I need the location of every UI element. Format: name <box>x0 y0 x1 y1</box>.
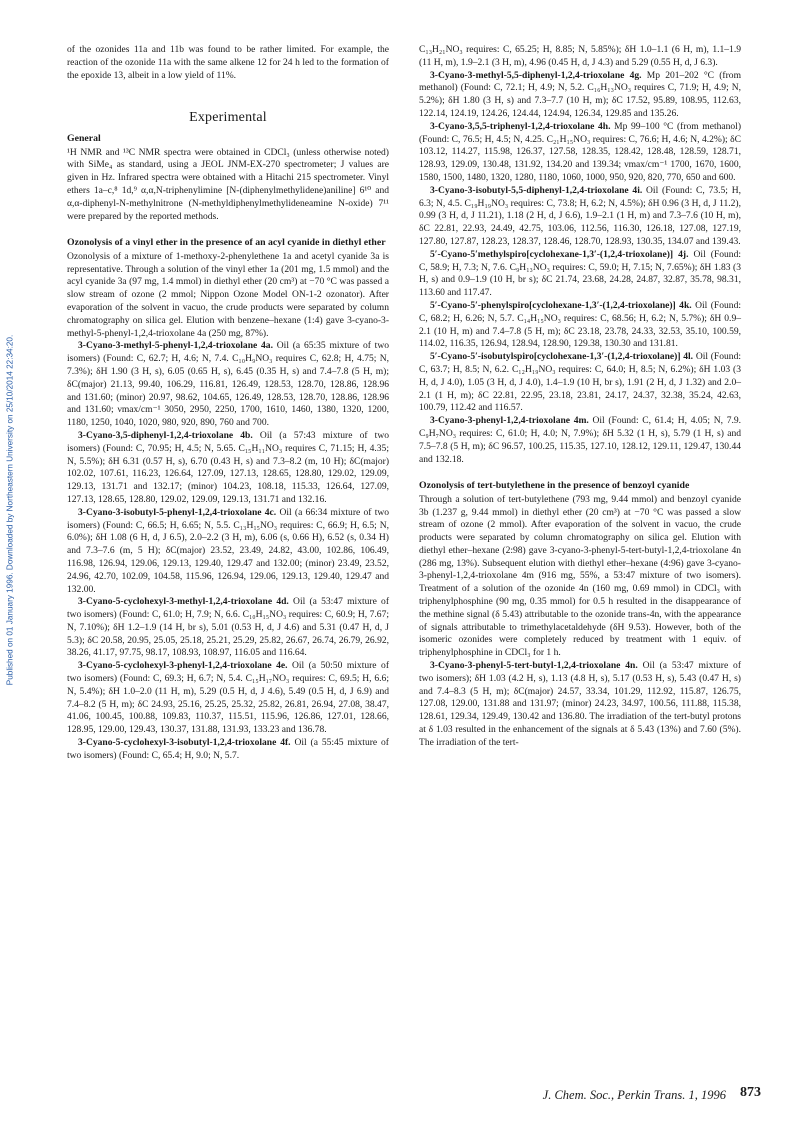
compound-name: 3-Cyano-3-phenyl-5-tert-butyl-1,2,4-trioxolane 4n. <box>430 660 638 672</box>
compound-name: 3-Cyano-5-cyclohexyl-3-phenyl-1,2,4-trioxolane 4e. <box>78 660 288 672</box>
compound-name: 3-Cyano-3-isobutyl-5-phenyl-1,2,4-trioxolane 4c. <box>78 506 277 518</box>
compound-data: Oil (Found: C, 68.2; H, 6.26; N, 5.7. C₁₄H₁₅NO₃ requires: C, 68.56; H, 6.2; N, 5.7%); δH 0.9–2.1 (10 H, m) and 7.4–7.8 (5 H, m); δC 23.18, 23.78, 24.33, 32.53, 35.10, 100.59, 114.02, 116.35, 126.94, 128.94, 128.90, 129.38, 130.30 and 131.81. <box>419 299 741 350</box>
compound-name: 5′-Cyano-5′-isobutylspiro[cyclohexane-1,3′-(1,2,4-trioxolane)] 4l. <box>430 351 694 363</box>
compound-name: 3-Cyano-5-cyclohexyl-3-isobutyl-1,2,4-trioxolane 4f. <box>78 737 291 749</box>
compound-entry-4j <box>419 249 741 300</box>
general-paragraph: ¹H NMR and ¹³C NMR spectra were obtained in CDCl₃ (unless otherwise noted) with SiMe₄ as standard, using a JEOL JNM-EX-270 spectrometer; J values are given in Hz. Infrared spectra were obtained with a Hitachi 215 spectrometer. Vinyl ethers 1a–c,⁸ 1d,⁹ α,α,N-triphenylimine [N-(diphenylmethylidene)aniline] 6¹⁰ and α,α-diphenyl-N-methylnitrone (N-methyldiphenylmethylideneamine N-oxide) 7¹¹ were prepared by the reported methods. <box>67 146 389 222</box>
compound-name: 3-Cyano-3,5-diphenyl-1,2,4-trioxolane 4b. <box>78 429 253 441</box>
compound-entry-4c <box>67 507 389 597</box>
compound-data: Oil (Found: C, 63.7; H, 8.5; N, 6.2. C₁₂H₁₉NO₃ requires: C, 64.0; H, 8.5; N, 6.2%); δH 1.03 (3 H, d, J 4.0), 1.05 (3 H, d, J 4.0), 1.4–1.9 (10 H, br s), 1.91 (2 H, d, J 1.32) and 2.0–2.1 (1 H, m); δC 22.81, 22.95, 23.18, 23.81, 24.17, 24.37, 32.38, 35.24, 42.63, 100.79, 112.42 and 116.57. <box>419 351 741 414</box>
compound-entry-4n <box>419 660 741 750</box>
compound-entry-4l <box>419 351 741 415</box>
compound-data: Oil (Found: C, 61.4; H, 4.05; N, 7.9. C₉H₇NO₃ requires: C, 61.0; H, 4.0; N, 7.9%); δH 5.32 (1 H, s), 5.79 (1 H, s) and 7.5–7.8 (5 H, m); δC 96.57, 100.25, 115.35, 127.10, 128.12, 129.11, 129.47, 130.44 and 132.18. <box>419 415 742 465</box>
compound-name: 5′-Cyano-5′-phenylspiro[cyclohexane-1,3′-(1,2,4-trioxolane)] 4k. <box>430 299 692 311</box>
download-watermark <box>2 200 18 820</box>
compound-data: Oil (Found: C, 73.5; H, 6.3; N, 4.5. C₁₉H₁₉NO₃ requires: C, 73.8; H, 6.2; N, 4.5%); δH 0.96 (3 H, d, J 11.2), 0.99 (3 H, d, J 11.21), 1.18 (2 H, d, J 6.6), 1.9–2.1 (1 H, m) and 7.3–7.6 (10 H, m), δC 22.81, 22.93, 24.49, 42.75, 103.06, 112.56, 116.30, 126.18, 127.08, 127.19, 127.80, 127.87, 128.23, 128.37, 128.46, 128.70, 128.93, 130.35, 134.07 and 139.43. <box>419 184 741 247</box>
compound-data: Oil (a 66:34 mixture of two isomers) (Found: C, 66.5; H, 6.65; N, 5.5. C₁₃H₁₅NO₃ requires: C, 66.9; H, 6.5; N, 6.0%); δH 1.08 (6 H, d, J 6.5), 2.0–2.2 (3 H, m), 6.06 (s, 0.66 H), 6.52 (s, 0.34 H) and 7.3–7.6 (m, 5 H); δC(major) 23.52, 23.49, 24.82, 43.00, 102.86, 106.49, 116.98, 126.94, 129.06, 129.13, 129.40, 129.47 and 132.00; (minor) 23.49, 23.52, 24.96, 42.70, 102.09, 104.58, 115.96, 126.94, 129.06, 129.13, 129.40, 129.47 and 132.00. <box>67 506 390 595</box>
compound-name: 3-Cyano-5-cyclohexyl-3-methyl-1,2,4-trioxolane 4d. <box>78 596 289 608</box>
compound-data: Oil (a 57:43 mixture of two isomers) (Found: C, 70.95; H, 4.5; N, 5.65. C₁₅H₁₁NO₃ requires C, 71.15; H, 4.35; N, 5.5%); δH 6.31 (0.57 H, s), 6.70 (0.43 H, s) and 7.3–8.2 (m, 10 H); δC(major) 102.02, 107.61, 116.23, 126.64, 127.09, 127.13, 128.65, 128.80, 129.02, 129.09, 129.13, 131.71 and 132.17; (minor) 104.23, 108.18, 115.33, 126.64, 127.09, 127.13, 128.65, 128.80, 129.02, 129.09, 129.13, 131.71 and 132.16. <box>67 429 390 505</box>
left-column <box>67 44 389 763</box>
page-number: 873 <box>740 1085 761 1100</box>
compound-entry-4m <box>419 415 741 466</box>
compound-entry-4h <box>419 121 741 185</box>
tbutyl-ozonolysis-heading: Ozonolysis of tert-butylethene in the presence of benzoyl cyanide <box>419 480 690 492</box>
ozonolysis-paragraph: Ozonolysis of a mixture of 1-methoxy-2-phenylethene 1a and acetyl cyanide 3a is representative. Through a solution of the vinyl ether 1a (201 mg, 1.5 mmol) and the acyl cyanide 3a (97 mg, 1.4 mmol) in diethyl ether (20 cm³) at −70 °C was passed a slow stream of ozone (2 mmol; Nippon Ozone Model ON-1-2 ozonator). After evaporation of the solvent in vacuo, the crude products were separated by column chromatography on silica gel. Elution with benzene–hexane (1:4) gave 3-cyano-3-methyl-5-phenyl-1,2,4-trioxolane 4a (250 mg, 87%). <box>67 250 389 339</box>
right-column <box>419 44 741 750</box>
journal-citation: J. Chem. Soc., Perkin Trans. 1, 1996 <box>542 1088 726 1102</box>
compound-entry-4i <box>419 185 741 249</box>
compound-data: Oil (Found: C, 58.9; H, 7.3; N, 7.6. C₉H₁₃NO₃ requires: C, 59.0; H, 7.15; N, 7.65%); δH 1.83 (3 H, s) and 0.9–1.9 (10 H, br s); δC 21.74, 23.68, 24.28, 24.87, 32.87, 35.78, 98.31, 113.60 and 117.47. <box>419 248 741 299</box>
compound-name: 3-Cyano-3-methyl-5,5-diphenyl-1,2,4-trioxolane 4g. <box>430 69 642 81</box>
experimental-heading: Experimental <box>189 110 267 126</box>
compound-name: 5′-Cyano-5′methylspiro[cyclohexane-1,3′-(1,2,4-trioxolane)] 4j. <box>430 248 689 260</box>
download-watermark-text: Published on 01 January 1996. Downloaded by Northeastern University on 25/10/2014 22:34:20. <box>5 334 15 686</box>
tbutyl-ozonolysis-paragraph: Through a solution of tert-butylethene (793 mg, 9.44 mmol) and benzoyl cyanide 3b (1.237 g, 9.44 mmol) in diethyl ether (20 cm³) at −70 °C was passed a slow stream of ozone (2 mmol). After evaporation of the solvent in vacuo, the crude products were separated by column chromatography on silica gel. Elution with diethyl ether–hexane (2:98) gave 3-cyano-3-phenyl-5-tert-butyl-1,2,4-trioxolane 4n (286 mg, 13%). Subsequent elution with diethyl ether–hexane (4:96) gave 3-cyano-3-phenyl-1,2,4-trioxolane 4m (916 mg, 55%, a 53:47 mixture of two isomers). Treatment of a solution of the ozonide 4n (160 mg, 0.69 mmol) in CDCl₃ with triphenylphosphine (90 mg, 0.35 mmol) for 0.5 h resulted in the disappearance of the methine signal (δ 5.43) attributable to the ozonide trans-4n, with the appearance of signals attributable to trimethylacetaldehyde (δH 9.53). However, both of the isomeric ozonides were completely reduced by treatment with 1 equiv. of triphenylphosphine in CDCl₃ for 1 h. <box>419 493 741 659</box>
compound-data: Mp 201–202 °C (from methanol) (Found: C, 72.1; H, 4.9; N, 5.2. C₁₆H₁₃NO₃ requires C, 71.9; H, 4.9; N, 5.2%); δH 1.80 (3 H, s) and 7.3–7.7 (10 H, m); δC 17.52, 95.89, 108.95, 112.63, 122.14, 124.19, 124.26, 124.44, 124.94, 126.34, 129.85 and 135.26. <box>419 69 741 119</box>
compound-entry-4a <box>67 340 389 430</box>
compound-data: Oil (a 53:47 mixture of two isomers); δH 1.03 (4.2 H, s), 1.13 (4.8 H, s), 5.17 (0.53 H, s), 5.43 (0.47 H, s) and 7.4–8.3 (5 H, m); δC(major) 24.57, 33.34, 101.29, 112.92, 115.87, 126.75, 127.08, 129.00, 131.88 and 131.97; (minor) 24.23, 34.97, 100.56, 111.88, 115.38, 128.61, 129.34, 129.49, 130.42 and 136.80. The irradiation of the tert-butyl protons at δ 1.03 resulted in the enhancement of the signals at δ 5.43 (13%) and 7.60 (5%). The irradiation of the tert- <box>419 660 741 748</box>
compound-data: Oil (a 50:50 mixture of two isomers) (Found: C, 69.3; H, 6.7; N, 5.4. C₁₅H₁₇NO₃ requires: C, 69.5; H, 6.6; N, 5.4%); δH 1.0–2.0 (11 H, m), 5.29 (0.5 H, d, J 4.6), 5.49 (0.5 H, d, J 6.9) and 7.4–8.2 (5 H, m); δC 24.93, 25.16, 25.25, 25.32, 25.82, 26.81, 26.94, 27.08, 38.47, 41.06, 100.45, 100.88, 109.83, 110.37, 115.51, 115.96, 126.86, 127.01, 128.66, 128.95, 129.00, 129.43, 130.37, 131.88, 131.93, 133.23 and 136.78. <box>67 660 389 736</box>
compound-data: Oil (a 65:35 mixture of two isomers) (Found: C, 62.7; H, 4.6; N, 7.4. C₁₀H₉NO₃ requires C, 62.8; H, 4.75; N, 7.3%); δH 1.90 (3 H, s), 6.05 (0.65 H, s), 6.45 (0.35 H, s) and 7.4–7.8 (5 H, m); δC(major) 21.13, 99.40, 106.29, 116.81, 126.49, 128.53, 128.70, 128.86, 128.96 and 131.60; (minor) 20.97, 98.62, 104.65, 126.49, 128.53, 128.70, 128.86, 128.96 and 131.60; νmax/cm⁻¹ 3050, 2950, 2250, 1700, 1610, 1460, 1380, 1320, 1200, 1180, 1250, 1040, 1020, 980, 920, 890, 760 and 700. <box>67 340 390 429</box>
general-heading: General <box>67 133 101 145</box>
compound-name: 3-Cyano-3-isobutyl-5,5-diphenyl-1,2,4-trioxolane 4i. <box>430 184 643 196</box>
compound-entry-4f-continued: C₁₃H₂₁NO₃ requires: C, 65.25; H, 8.85; N, 5.85%); δH 1.0–1.1 (6 H, m), 1.1–1.9 (11 H, m), 1.9–2.1 (3 H, m), 4.96 (0.45 H, d, J 4.3) and 5.29 (0.55 H, d, J 6.3). <box>419 44 741 68</box>
compound-entry-4d <box>67 596 389 660</box>
compound-name: 3-Cyano-3-methyl-5-phenyl-1,2,4-trioxolane 4a. <box>78 340 273 352</box>
compound-entry-4b <box>67 430 389 507</box>
compound-data: Mp 99–100 °C (from methanol) (Found: C, 76.5; H, 4.5; N, 4.25. C₂₁H₁₅NO₃ requires: C, 76.6; H, 4.6; N, 4.2%); δC 103.12, 114.27, 115.98, 126.37, 127.58, 128.35, 128.42, 128.48, 128.59, 128.71, 128.93, 129.09, 130.48, 131.92, 134.20 and 139.34; νmax/cm⁻¹ 1700, 1670, 1600, 1580, 1500, 1480, 1320, 1280, 1180, 1060, 1000, 950, 920, 820, 770, 650 and 600. <box>419 120 742 183</box>
compound-entry-4e <box>67 660 389 737</box>
compound-data: Oil (a 55:45 mixture of two isomers) (Found: C, 65.4; H, 9.0; N, 5.7. <box>67 737 389 761</box>
ozonolysis-heading: Ozonolysis of a vinyl ether in the presence of an acyl cyanide in diethyl ether <box>67 237 386 249</box>
compound-entry-4f <box>67 737 389 763</box>
compound-name: 3-Cyano-3,5,5-triphenyl-1,2,4-trioxolane 4h. <box>430 120 611 132</box>
compound-data: Oil (a 53:47 mixture of two isomers) (Found: C, 61.0; H, 7.9; N, 6.6. C₁₀H₁₅NO₃ requires: C, 60.9; H, 7.67; N, 7.10%); δH 1.2–1.9 (14 H, br s), 5.01 (0.53 H, d, J 4.6) and 5.31 (0.47 H, d, J 5.3); δC 20.58, 20.95, 25.05, 25.18, 25.21, 25.29, 25.82, 26.67, 26.74, 26.79, 26.92, 38.26, 41.17, 97.75, 98.17, 108.93, 108.97, 116.05 and 116.64. <box>67 596 390 659</box>
compound-entry-4k <box>419 300 741 351</box>
compound-name: 3-Cyano-3-phenyl-1,2,4-trioxolane 4m. <box>430 415 589 427</box>
intro-paragraph: of the ozonides 11a and 11b was found to be rather limited. For example, the reaction of the ozonide 11a with the same alkene 12 for 24 h led to the formation of the epoxide 13, albeit in a low yield of 11%. <box>67 44 389 81</box>
compound-entry-4g <box>419 70 741 121</box>
